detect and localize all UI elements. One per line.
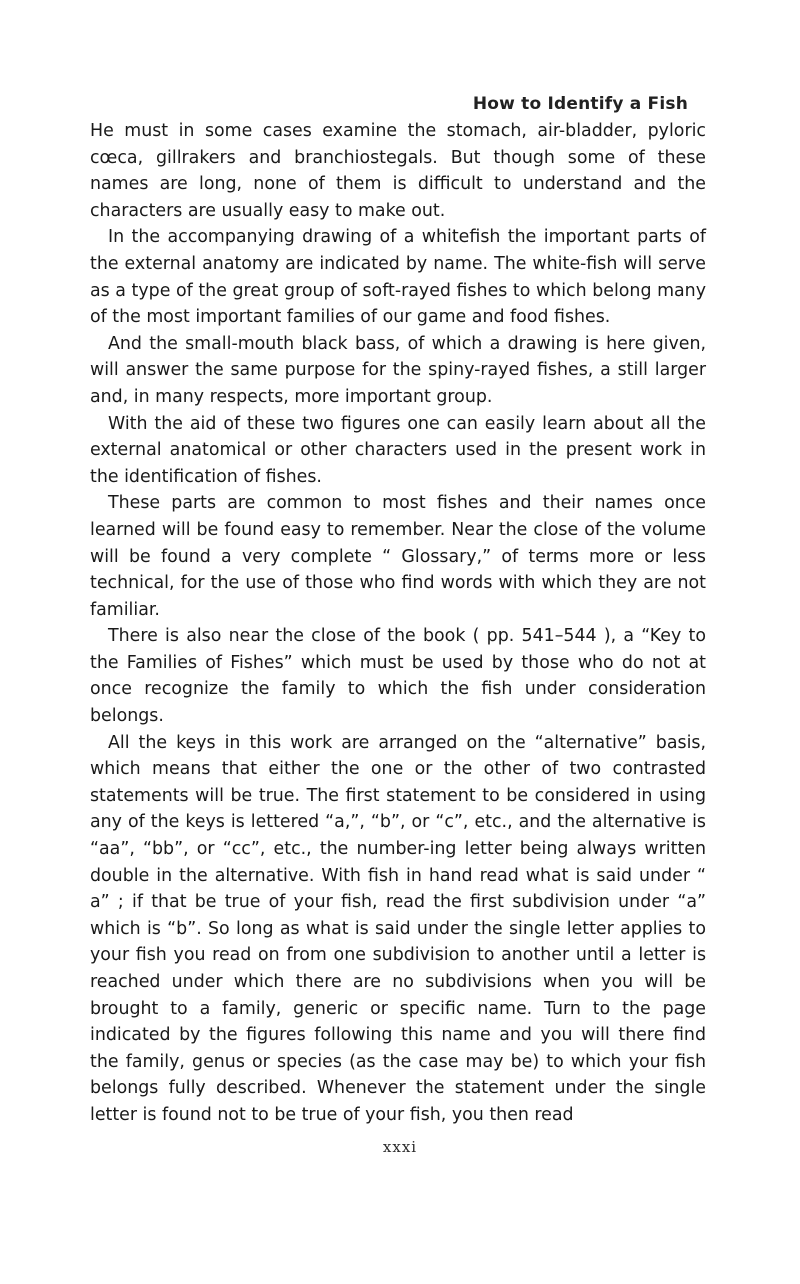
paragraph-alternative-keys: All the keys in this work are arranged on the “alternative” basis, which means that either the one or the other of two contrasted statements will be true. The first statement to be considered in using any of the keys is lettered “a,”, “b”, or “c”, etc., and the alternative is “aa”, “bb”, or “cc”, etc., the number-ing letter being always written double in the alternative. With fish in hand read what is said under “ a” ; if that be true of your fish, read the first subdivision under “a” which is “b”. So long as what is said under the single letter applies to your fish you read on from one subdivision to another until a letter is reached under which there are no subdivisions when you will be brought to a family, generic or specific name. Turn to the page indicated by the figures following this name and you will there find the family, genus or species (as the case may be) to which your fish belongs fully described. Whenever the statement under the single letter is found not to be true of your fish, you then read	[90, 732, 706, 1125]
paragraph-key-families: There is also near the close of the book ( pp. 541–544 ), a “Key to the Families of Fishes” which must be used by those who do not at once recognize the family to which the fish under consideration belongs.	[90, 626, 706, 727]
page-number: xxxi	[382, 1138, 418, 1156]
paragraph-glossary: These parts are common to most fishes and their names once learned will be found easy to remember. Near the close of the volume will be found a very complete “ Glossary,” of terms more or less technical, for the use of those who find words with which they are not familiar.	[90, 493, 706, 620]
paragraph-black-bass: And the small-mouth black bass, of which a drawing is here given, will answer the same purpose for the spiny-rayed fishes, a still larger and, in many respects, more important group.	[90, 333, 706, 407]
running-title: How to Identify a Fish	[472, 94, 688, 114]
paragraph-stomach: He must in some cases examine the stomach, air-bladder, pyloric cœca, gillrakers and branchiostegals. But though some of these names are long, none of them is difficult to understand and the characters are usually easy to make out.	[90, 121, 706, 221]
paragraph-whitefish: In the accompanying drawing of a whitefish the important parts of the external anatomy are indicated by name. The white-fish will serve as a type of the great group of soft-rayed fishes to which belong many of the most important families of our game and food fishes.	[90, 227, 706, 328]
paragraph-two-figures: With the aid of these two figures one can easily learn about all the external anatomical or other characters used in the present work in the identification of fishes.	[90, 413, 706, 487]
page-body	[90, 118, 706, 1129]
